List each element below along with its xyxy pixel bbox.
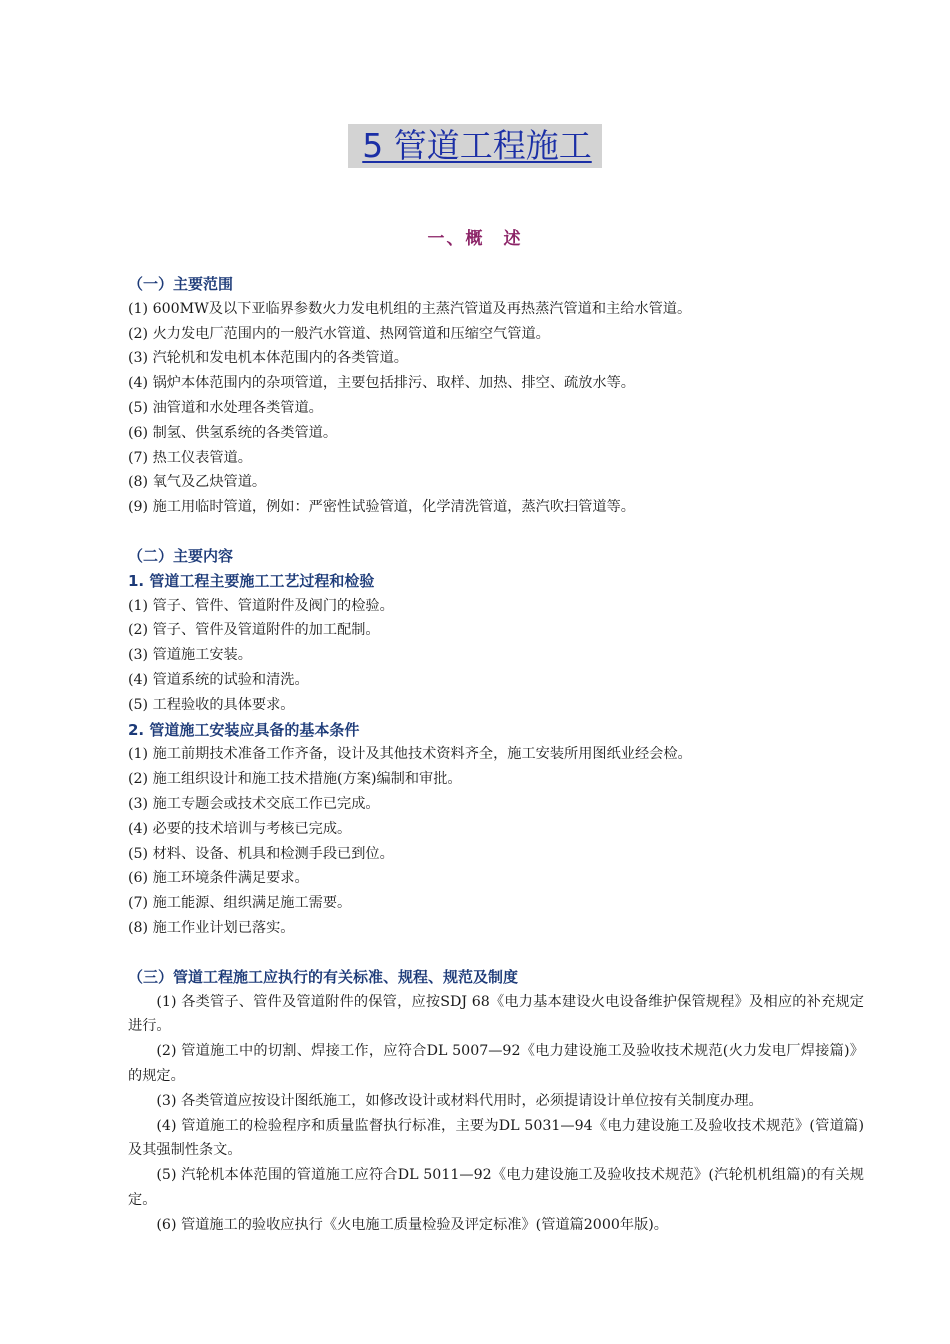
list-item: (1) 600MW及以下亚临界参数火力发电机组的主蒸汽管道及再热蒸汽管道和主给水管道。 [128,300,692,317]
list-item: (6) 制氢、供氢系统的各类管道。 [128,424,338,441]
list-item: (5) 油管道和水处理各类管道。 [128,399,323,416]
subsection-heading-process: 1. 管道工程主要施工工艺过程和检验 [128,571,375,590]
subsection-heading-conditions: 2. 管道施工安装应具备的基本条件 [128,720,360,739]
page-title: 5 管道工程施工 [348,124,602,168]
list-item: (6) 施工环境条件满足要求。 [128,870,309,887]
paragraph: (2) 管道施工中的切割、焊接工作，应符合DL 5007—92《电力建设施工及验收技术规范(火力发电厂焊接篇)》的规定。 [128,1043,864,1084]
document-body [128,272,864,1237]
list-item: (4) 管道系统的试验和清洗。 [128,671,309,688]
list-item: (4) 必要的技术培训与考核已完成。 [128,820,352,837]
list-item: (7) 热工仪表管道。 [128,449,252,466]
list-item: (7) 施工能源、组织满足施工需要。 [128,895,352,912]
spacer [128,941,864,965]
list-item: (5) 工程验收的具体要求。 [128,696,295,713]
list-item: (8) 施工作业计划已落实。 [128,919,295,936]
list-item: (8) 氧气及乙炔管道。 [128,474,267,491]
list-item: (5) 材料、设备、机具和检测手段已到位。 [128,845,394,862]
paragraph: (1) 各类管子、管件及管道附件的保管，应按SDJ 68《电力基本建设火电设备维护保管规程》及相应的补充规定进行。 [128,993,864,1035]
list-item: (3) 管道施工安装。 [128,647,252,664]
paragraph: (3) 各类管道应按设计图纸施工，如修改设计或材料代用时，必须提请设计单位按有关制度办理。 [156,1092,763,1109]
list-item: (1) 管子、管件、管道附件及阀门的检验。 [128,597,394,614]
spacer [128,520,864,544]
list-item: (9) 施工用临时管道，例如：严密性试验管道，化学清洗管道，蒸汽吹扫管道等。 [128,499,635,516]
section-heading-standards: （三）管道工程施工应执行的有关标准、规程、规范及制度 [128,967,519,986]
list-item: (4) 锅炉本体范围内的杂项管道，主要包括排污、取样、加热、排空、疏放水等。 [128,375,635,392]
list-item: (2) 火力发电厂范围内的一般汽水管道、热网管道和压缩空气管道。 [128,325,550,342]
list-item: (3) 施工专题会或技术交底工作已完成。 [128,795,380,812]
list-item: (1) 施工前期技术准备工作齐备，设计及其他技术资料齐全，施工安装所用图纸业经会检。 [128,746,692,763]
paragraph: (5) 汽轮机本体范围的管道施工应符合DL 5011—92《电力建设施工及验收技术规范》(汽轮机机组篇)的有关规定。 [128,1167,864,1208]
chapter-subtitle: 一、概 述 [427,229,523,249]
paragraph: (4) 管道施工的检验程序和质量监督执行标准，主要为DL 5031—94《电力建设施工及验收技术规范》(管道篇)及其强制性条文。 [128,1117,864,1159]
list-item: (2) 管子、管件及管道附件的加工配制。 [128,622,380,639]
list-item: (2) 施工组织设计和施工技术措施(方案)编制和审批。 [128,771,462,788]
section-heading-content: （二）主要内容 [128,546,234,565]
section-heading-scope: （一）主要范围 [128,275,234,293]
title-wrapper [0,124,950,168]
list-item: (3) 汽轮机和发电机本体范围内的各类管道。 [128,350,408,367]
paragraph: (6) 管道施工的验收应执行《火电施工质量检验及评定标准》(管道篇2000年版)。 [156,1216,668,1233]
